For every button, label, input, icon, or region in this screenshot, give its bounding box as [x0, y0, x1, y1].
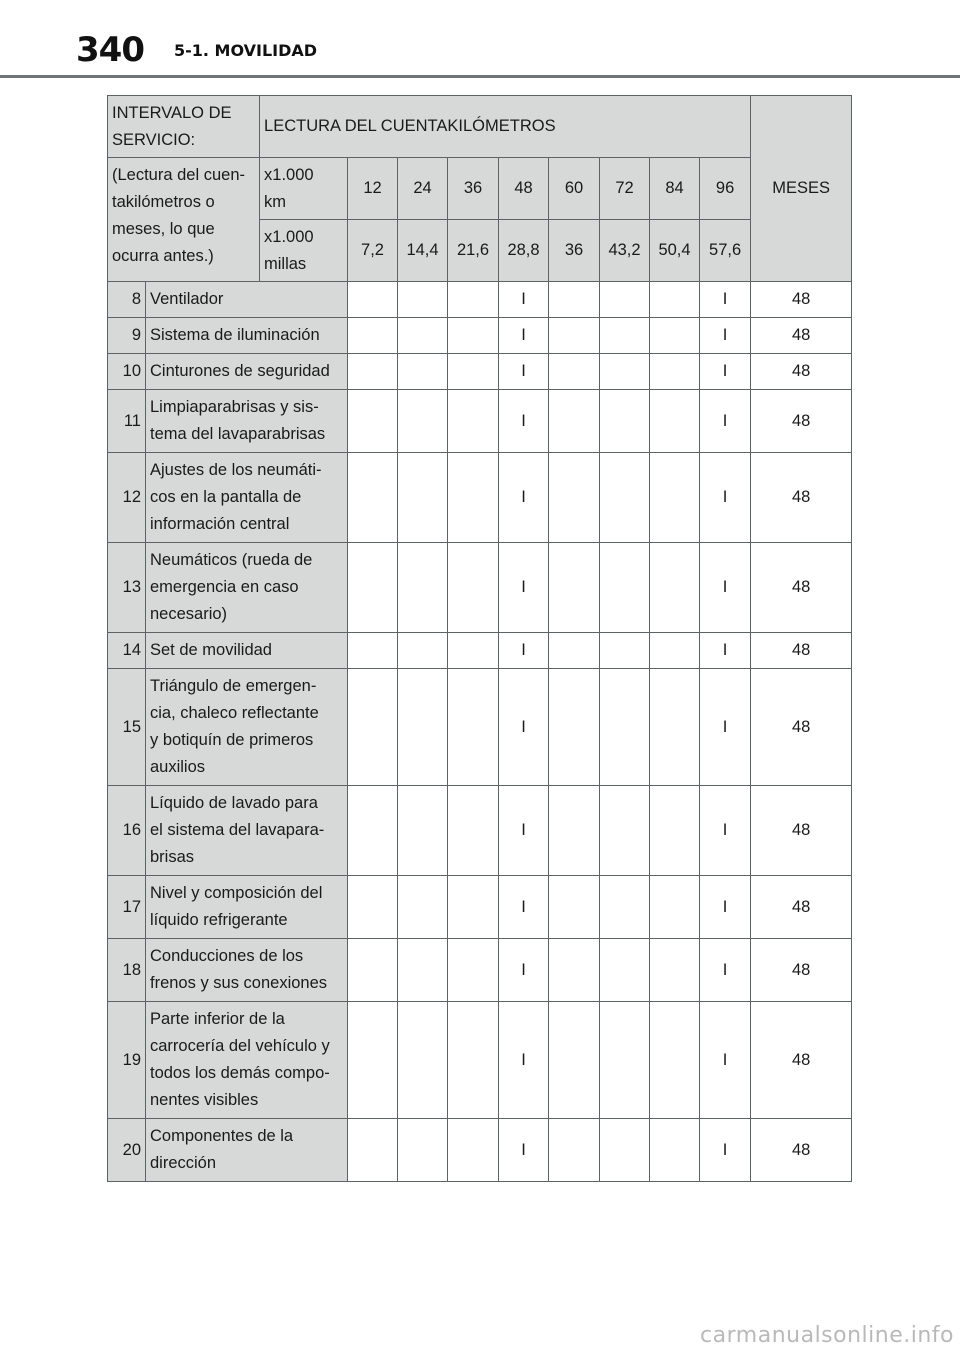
inspect-mark: I [700, 1002, 751, 1119]
row-months: 48 [751, 1002, 852, 1119]
empty-cell [448, 786, 499, 876]
empty-cell [600, 318, 650, 354]
table-row [108, 669, 852, 786]
page-header [0, 0, 960, 82]
row-months: 48 [751, 390, 852, 453]
row-item-cell [146, 939, 348, 1002]
row-months: 48 [751, 876, 852, 939]
empty-cell [398, 633, 448, 669]
row-item-line: necesario) [150, 605, 228, 623]
row-number: 18 [108, 939, 146, 1002]
empty-cell [650, 876, 700, 939]
km-interval-value: 24 [398, 158, 448, 220]
row-item-line: Limpiaparabrisas y sis- [150, 398, 319, 416]
empty-cell [600, 1002, 650, 1119]
empty-cell [650, 1002, 700, 1119]
row-months: 48 [751, 633, 852, 669]
inspect-mark: I [499, 939, 549, 1002]
km-interval-value: 96 [700, 158, 751, 220]
empty-cell [448, 453, 499, 543]
table-row [108, 1119, 852, 1182]
row-item-line: Conducciones de los [150, 947, 304, 965]
mile-interval-value: 14,4 [398, 220, 448, 282]
km-interval-value: 36 [448, 158, 499, 220]
mile-interval-value: 36 [549, 220, 600, 282]
empty-cell [600, 939, 650, 1002]
row-item-cell [146, 876, 348, 939]
mile-interval-value: 7,2 [348, 220, 398, 282]
inspect-mark: I [499, 282, 549, 318]
empty-cell [448, 543, 499, 633]
row-months: 48 [751, 786, 852, 876]
empty-cell [549, 1002, 600, 1119]
row-item-line: información central [150, 515, 290, 533]
km-unit-cell [260, 158, 348, 220]
row-number: 11 [108, 390, 146, 453]
odometer-title: LECTURA DEL CUENTAKILÓMETROS [264, 117, 556, 135]
row-number: 12 [108, 453, 146, 543]
empty-cell [650, 453, 700, 543]
empty-cell [398, 282, 448, 318]
empty-cell [348, 354, 398, 390]
empty-cell [348, 390, 398, 453]
empty-cell [549, 318, 600, 354]
inspect-mark: I [700, 669, 751, 786]
header-row-km [108, 158, 852, 220]
empty-cell [650, 543, 700, 633]
empty-cell [398, 390, 448, 453]
inspect-mark: I [499, 354, 549, 390]
miles-unit-line: millas [264, 255, 307, 273]
empty-cell [398, 1119, 448, 1182]
inspect-mark: I [499, 543, 549, 633]
empty-cell [549, 453, 600, 543]
row-months: 48 [751, 939, 852, 1002]
months-title: MESES [772, 179, 831, 197]
empty-cell [549, 876, 600, 939]
empty-cell [398, 354, 448, 390]
empty-cell [549, 786, 600, 876]
row-item-cell [146, 453, 348, 543]
row-item-line: carrocería del vehículo y [150, 1037, 330, 1055]
empty-cell [398, 453, 448, 543]
section-title: 5-1. MOVILIDAD [174, 41, 318, 60]
row-item-line: todos los demás compo- [150, 1064, 330, 1082]
inspect-mark: I [499, 633, 549, 669]
row-item-line: Cinturones de seguridad [150, 362, 330, 380]
row-item-cell [146, 318, 348, 354]
inspect-mark: I [499, 669, 549, 786]
empty-cell [650, 633, 700, 669]
empty-cell [348, 669, 398, 786]
reading-note-line: takilómetros o [112, 193, 215, 211]
row-item-line: el sistema del lavapara- [150, 821, 325, 839]
row-months: 48 [751, 318, 852, 354]
row-item-line: Neumáticos (rueda de [150, 551, 313, 569]
empty-cell [600, 543, 650, 633]
row-item-cell [146, 786, 348, 876]
empty-cell [549, 1119, 600, 1182]
row-item-line: nentes visibles [150, 1091, 259, 1109]
row-number: 14 [108, 633, 146, 669]
table-row [108, 633, 852, 669]
empty-cell [448, 282, 499, 318]
inspect-mark: I [700, 786, 751, 876]
inspect-mark: I [499, 453, 549, 543]
empty-cell [448, 876, 499, 939]
mile-interval-value: 43,2 [600, 220, 650, 282]
header-rule [0, 75, 960, 78]
km-interval-value: 60 [549, 158, 600, 220]
row-item-cell [146, 669, 348, 786]
empty-cell [549, 633, 600, 669]
empty-cell [549, 543, 600, 633]
km-interval-value: 72 [600, 158, 650, 220]
row-item-line: dirección [150, 1154, 217, 1172]
table-row [108, 939, 852, 1002]
empty-cell [600, 1119, 650, 1182]
inspect-mark: I [700, 318, 751, 354]
empty-cell [398, 1002, 448, 1119]
row-item-line: Triángulo de emergen- [150, 677, 317, 695]
row-item-line: y botiquín de primeros [150, 731, 314, 749]
inspect-mark: I [499, 390, 549, 453]
empty-cell [348, 1119, 398, 1182]
table-row [108, 1002, 852, 1119]
empty-cell [448, 390, 499, 453]
empty-cell [650, 318, 700, 354]
reading-note-line: ocurra antes.) [112, 247, 214, 265]
row-months: 48 [751, 1119, 852, 1182]
row-item-line: Ventilador [150, 290, 224, 308]
row-number: 13 [108, 543, 146, 633]
empty-cell [600, 390, 650, 453]
table-row [108, 453, 852, 543]
empty-cell [348, 453, 398, 543]
row-item-line: emergencia en caso [150, 578, 299, 596]
empty-cell [398, 939, 448, 1002]
miles-unit-line: x1.000 [264, 228, 314, 246]
row-item-line: auxilios [150, 758, 206, 776]
row-item-line: Líquido de lavado para [150, 794, 318, 812]
empty-cell [398, 669, 448, 786]
row-months: 48 [751, 453, 852, 543]
empty-cell [650, 390, 700, 453]
interval-label-line: SERVICIO: [112, 131, 196, 149]
empty-cell [650, 669, 700, 786]
row-item-line: cia, chaleco reflectante [150, 704, 319, 722]
empty-cell [348, 318, 398, 354]
interval-label-line: INTERVALO DE [112, 104, 232, 122]
empty-cell [600, 282, 650, 318]
months-header-cell [751, 96, 852, 282]
row-item-line: Parte inferior de la [150, 1010, 285, 1028]
row-item-line: Sistema de iluminación [150, 326, 320, 344]
empty-cell [650, 354, 700, 390]
row-item-line: frenos y sus conexiones [150, 974, 328, 992]
empty-cell [448, 1119, 499, 1182]
row-item-cell [146, 1002, 348, 1119]
inspect-mark: I [499, 1119, 549, 1182]
empty-cell [549, 282, 600, 318]
empty-cell [448, 669, 499, 786]
inspect-mark: I [700, 282, 751, 318]
interval-label-cell [108, 96, 260, 158]
table-row [108, 786, 852, 876]
empty-cell [549, 669, 600, 786]
row-number: 19 [108, 1002, 146, 1119]
row-number: 16 [108, 786, 146, 876]
inspect-mark: I [700, 354, 751, 390]
row-item-line: líquido refrigerante [150, 911, 288, 929]
empty-cell [600, 354, 650, 390]
inspect-mark: I [700, 876, 751, 939]
empty-cell [650, 282, 700, 318]
empty-cell [650, 1119, 700, 1182]
table-row [108, 354, 852, 390]
row-number: 8 [108, 282, 146, 318]
reading-note-line: (Lectura del cuen- [112, 166, 245, 184]
row-item-line: brisas [150, 848, 195, 866]
empty-cell [348, 1002, 398, 1119]
inspect-mark: I [700, 453, 751, 543]
inspect-mark: I [499, 318, 549, 354]
empty-cell [600, 786, 650, 876]
km-interval-value: 84 [650, 158, 700, 220]
row-item-line: Ajustes de los neumáti- [150, 461, 322, 479]
row-months: 48 [751, 543, 852, 633]
empty-cell [348, 633, 398, 669]
empty-cell [549, 354, 600, 390]
empty-cell [348, 282, 398, 318]
row-number: 10 [108, 354, 146, 390]
inspect-mark: I [700, 1119, 751, 1182]
inspect-mark: I [700, 390, 751, 453]
maintenance-schedule-table [107, 95, 852, 1182]
inspect-mark: I [700, 543, 751, 633]
empty-cell [448, 354, 499, 390]
empty-cell [650, 786, 700, 876]
odometer-title-cell [260, 96, 751, 158]
km-interval-value: 12 [348, 158, 398, 220]
empty-cell [600, 453, 650, 543]
row-item-cell [146, 1119, 348, 1182]
mile-interval-value: 21,6 [448, 220, 499, 282]
table-row [108, 318, 852, 354]
row-number: 20 [108, 1119, 146, 1182]
empty-cell [448, 939, 499, 1002]
empty-cell [348, 876, 398, 939]
row-months: 48 [751, 354, 852, 390]
row-item-cell [146, 390, 348, 453]
row-item-line: cos en la pantalla de [150, 488, 302, 506]
empty-cell [448, 318, 499, 354]
empty-cell [600, 633, 650, 669]
row-item-line: Componentes de la [150, 1127, 294, 1145]
row-item-line: tema del lavaparabrisas [150, 425, 326, 443]
header-row-interval [108, 96, 852, 158]
row-item-line: Nivel y composición del [150, 884, 323, 902]
empty-cell [348, 939, 398, 1002]
row-item-cell [146, 282, 348, 318]
inspect-mark: I [700, 633, 751, 669]
km-unit-line: x1.000 [264, 166, 314, 184]
table-row [108, 390, 852, 453]
row-number: 15 [108, 669, 146, 786]
reading-note-cell [108, 158, 260, 282]
table-row [108, 282, 852, 318]
page-number: 340 [76, 30, 144, 70]
mile-interval-value: 50,4 [650, 220, 700, 282]
row-item-cell [146, 543, 348, 633]
row-item-cell [146, 354, 348, 390]
row-months: 48 [751, 669, 852, 786]
reading-note-line: meses, lo que [112, 220, 215, 238]
miles-unit-cell [260, 220, 348, 282]
watermark: carmanualsonline.info [700, 1323, 954, 1348]
table-row [108, 543, 852, 633]
empty-cell [549, 939, 600, 1002]
empty-cell [348, 543, 398, 633]
km-unit-line: km [264, 193, 287, 211]
mile-interval-value: 28,8 [499, 220, 549, 282]
inspect-mark: I [499, 1002, 549, 1119]
row-item-line: Set de movilidad [150, 641, 272, 659]
table-row [108, 876, 852, 939]
row-number: 17 [108, 876, 146, 939]
empty-cell [650, 939, 700, 1002]
empty-cell [448, 633, 499, 669]
empty-cell [398, 876, 448, 939]
row-number: 9 [108, 318, 146, 354]
row-item-cell [146, 633, 348, 669]
empty-cell [348, 786, 398, 876]
mile-interval-value: 57,6 [700, 220, 751, 282]
empty-cell [600, 669, 650, 786]
empty-cell [448, 1002, 499, 1119]
empty-cell [398, 318, 448, 354]
row-months: 48 [751, 282, 852, 318]
empty-cell [600, 876, 650, 939]
empty-cell [549, 390, 600, 453]
empty-cell [398, 543, 448, 633]
inspect-mark: I [700, 939, 751, 1002]
km-interval-value: 48 [499, 158, 549, 220]
empty-cell [398, 786, 448, 876]
inspect-mark: I [499, 876, 549, 939]
inspect-mark: I [499, 786, 549, 876]
